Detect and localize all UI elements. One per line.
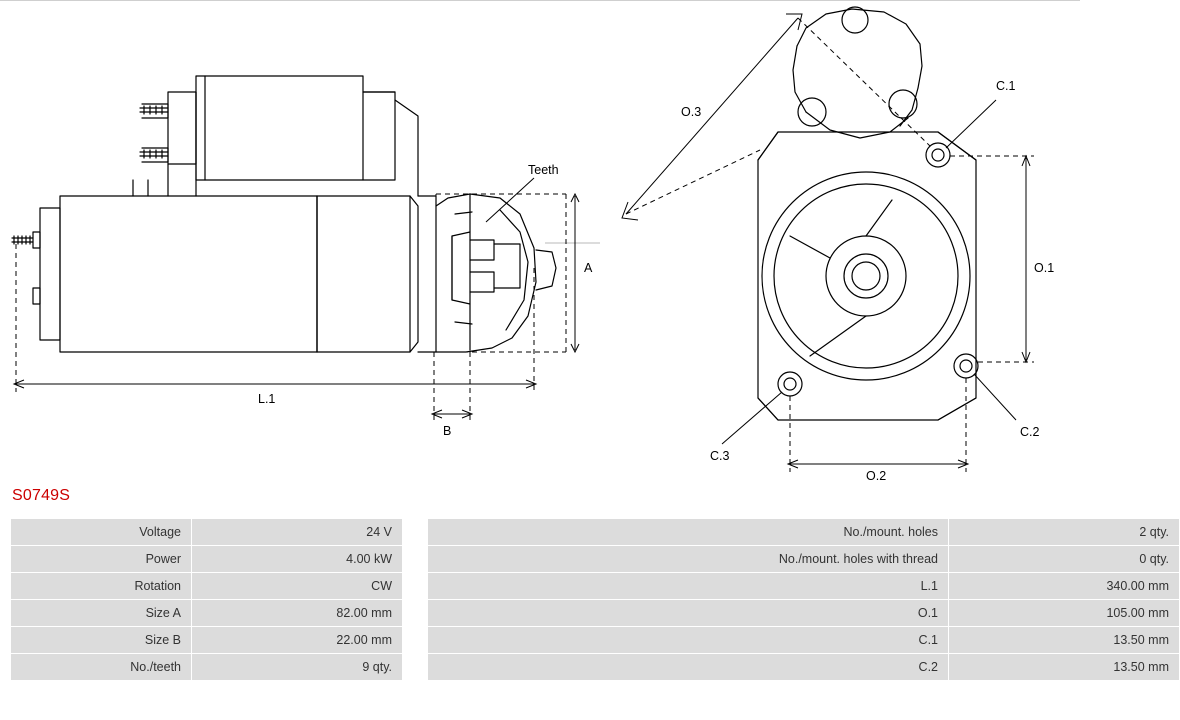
spec-value-c2: 13.50 mm bbox=[949, 654, 1180, 681]
spec-label-power: Power bbox=[11, 546, 192, 573]
spec-label-voltage: Voltage bbox=[11, 519, 192, 546]
spec-label-no-teeth: No./teeth bbox=[11, 654, 192, 681]
label-teeth: Teeth bbox=[528, 163, 559, 177]
spec-value-voltage: 24 V bbox=[192, 519, 403, 546]
table-row bbox=[11, 654, 1180, 681]
spec-value-power: 4.00 kW bbox=[192, 546, 403, 573]
spec-label-mount-holes-thread: No./mount. holes with thread bbox=[428, 546, 949, 573]
label-dim-o1: O.1 bbox=[1034, 261, 1055, 275]
column-spacer bbox=[403, 519, 428, 546]
label-dim-b: B bbox=[443, 424, 452, 438]
column-spacer bbox=[403, 654, 428, 681]
spec-label-mount-holes: No./mount. holes bbox=[428, 519, 949, 546]
spec-value-mount-holes-thread: 0 qty. bbox=[949, 546, 1180, 573]
spec-value-mount-holes: 2 qty. bbox=[949, 519, 1180, 546]
label-hole-c1: C.1 bbox=[996, 79, 1016, 93]
label-dim-l1: L.1 bbox=[258, 392, 276, 406]
part-number: S0749S bbox=[12, 487, 71, 504]
spec-label-o1: O.1 bbox=[428, 600, 949, 627]
column-spacer bbox=[403, 546, 428, 573]
specifications-table bbox=[10, 518, 1180, 681]
label-dim-o2: O.2 bbox=[866, 469, 887, 483]
column-spacer bbox=[403, 600, 428, 627]
spec-label-size-b: Size B bbox=[11, 627, 192, 654]
table-row bbox=[11, 627, 1180, 654]
label-hole-c3: C.3 bbox=[710, 449, 730, 463]
table-row bbox=[11, 573, 1180, 600]
table-row bbox=[11, 519, 1180, 546]
spec-label-c1: C.1 bbox=[428, 627, 949, 654]
column-spacer bbox=[403, 573, 428, 600]
label-dim-a: A bbox=[584, 261, 593, 275]
spec-label-c2: C.2 bbox=[428, 654, 949, 681]
spec-value-rotation: CW bbox=[192, 573, 403, 600]
label-hole-c2: C.2 bbox=[1020, 425, 1040, 439]
spec-label-l1: L.1 bbox=[428, 573, 949, 600]
spec-value-no-teeth: 9 qty. bbox=[192, 654, 403, 681]
table-row bbox=[11, 546, 1180, 573]
spec-value-o1: 105.00 mm bbox=[949, 600, 1180, 627]
spec-value-size-b: 22.00 mm bbox=[192, 627, 403, 654]
spec-value-size-a: 82.00 mm bbox=[192, 600, 403, 627]
spec-label-rotation: Rotation bbox=[11, 573, 192, 600]
spec-label-size-a: Size A bbox=[11, 600, 192, 627]
column-spacer bbox=[403, 627, 428, 654]
label-dim-o3: O.3 bbox=[681, 105, 702, 119]
spec-value-c1: 13.50 mm bbox=[949, 627, 1180, 654]
spec-value-l1: 340.00 mm bbox=[949, 573, 1180, 600]
table-row bbox=[11, 600, 1180, 627]
